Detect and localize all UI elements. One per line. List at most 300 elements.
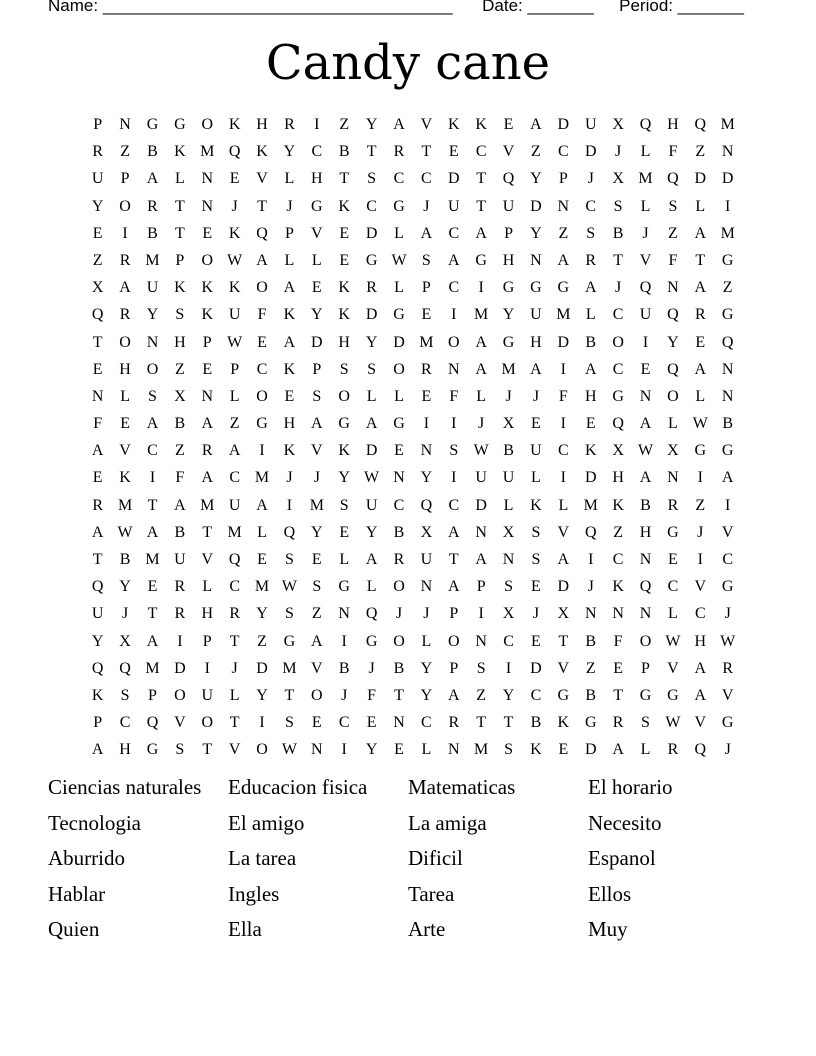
grid-letter: Q: [146, 714, 159, 732]
grid-letter: S: [449, 442, 459, 460]
grid-letter: P: [449, 659, 459, 677]
grid-letter: V: [667, 659, 679, 677]
grid-letter: Q: [256, 224, 268, 242]
grid-letter: E: [229, 170, 240, 188]
grid-letter: E: [366, 714, 377, 732]
grid-letter: J: [724, 741, 731, 759]
grid-letter: P: [504, 224, 513, 242]
grid-letter: D: [584, 143, 597, 161]
grid-letter: G: [256, 415, 268, 433]
grid-letter: Y: [256, 686, 268, 704]
grid-letter: J: [532, 605, 540, 623]
grid-letter: C: [612, 306, 624, 324]
grid-letter: Q: [584, 523, 597, 541]
grid-letter: C: [530, 686, 542, 704]
grid-letter: B: [722, 415, 734, 433]
grid-letter: F: [668, 251, 678, 269]
grid-letter: A: [584, 279, 597, 297]
word-list-item: Ellos: [588, 881, 632, 906]
grid-letter: P: [421, 279, 431, 297]
grid-letter: C: [393, 170, 405, 188]
grid-letter: O: [256, 279, 268, 297]
grid-letter: A: [201, 415, 214, 433]
grid-letter: G: [338, 578, 350, 596]
grid-row: [84, 383, 744, 410]
grid-letter: O: [201, 116, 214, 133]
grid-letter: W: [692, 415, 708, 433]
grid-letter: J: [341, 686, 348, 704]
grid-letter: G: [365, 251, 378, 269]
grid-letter: T: [695, 251, 706, 269]
grid-letter: X: [557, 605, 570, 623]
grid-letter: T: [476, 714, 487, 732]
grid-letter: G: [639, 686, 652, 704]
grid-letter: C: [393, 496, 405, 514]
grid-letter: K: [228, 279, 241, 297]
grid-letter: K: [338, 279, 350, 297]
grid-letter: D: [694, 170, 707, 188]
grid-letter: R: [147, 197, 158, 215]
grid-letter: E: [92, 360, 103, 378]
grid-letter: S: [339, 496, 349, 514]
grid-letter: X: [174, 387, 186, 405]
grid-letter: A: [694, 224, 707, 242]
grid-letter: C: [612, 551, 624, 568]
grid-letter: H: [612, 469, 624, 487]
grid-letter: L: [257, 523, 267, 541]
grid-letter: K: [612, 578, 624, 596]
grid-letter: N: [667, 279, 679, 297]
grid-letter: Q: [667, 360, 679, 378]
word-list-item: Tarea: [408, 881, 455, 906]
grid-letter: E: [421, 387, 432, 405]
grid-letter: O: [639, 632, 652, 650]
grid-letter: C: [119, 714, 131, 732]
grid-letter: Y: [502, 306, 515, 324]
grid-letter: Q: [228, 143, 241, 161]
grid-letter: M: [145, 551, 160, 568]
grid-letter: Q: [91, 578, 104, 596]
grid-letter: T: [202, 741, 213, 759]
grid-letter: Z: [311, 605, 322, 623]
grid-letter: P: [175, 251, 185, 269]
grid-letter: C: [229, 469, 240, 487]
grid-row: [84, 220, 744, 247]
grid-letter: A: [475, 360, 487, 378]
grid-letter: T: [202, 523, 213, 541]
grid-letter: O: [201, 251, 214, 269]
grid-letter: B: [119, 551, 131, 568]
grid-letter: Y: [283, 143, 296, 161]
grid-letter: A: [365, 551, 378, 568]
grid-letter: I: [204, 659, 210, 677]
grid-letter: O: [393, 578, 405, 596]
grid-letter: M: [556, 306, 571, 324]
grid-letter: Z: [92, 251, 103, 269]
grid-letter: W: [227, 333, 243, 351]
grid-letter: T: [284, 686, 295, 704]
grid-letter: Z: [174, 360, 185, 378]
grid-letter: W: [720, 632, 736, 650]
grid-letter: Y: [365, 741, 378, 759]
grid-letter: L: [284, 170, 295, 188]
grid-letter: A: [475, 551, 487, 568]
grid-letter: M: [200, 496, 215, 514]
grid-letter: L: [640, 741, 651, 759]
grid-letter: W: [117, 523, 133, 541]
grid-letter: D: [365, 224, 378, 242]
grid-letter: F: [257, 306, 267, 324]
grid-letter: Y: [667, 333, 679, 351]
word-list: [48, 775, 768, 943]
grid-letter: G: [721, 714, 734, 732]
grid-letter: R: [366, 279, 377, 297]
grid-letter: M: [254, 469, 270, 487]
grid-letter: U: [201, 686, 214, 704]
grid-letter: A: [365, 415, 378, 433]
grid-letter: N: [201, 387, 214, 405]
grid-letter: M: [145, 659, 160, 677]
grid-letter: L: [558, 496, 569, 514]
grid-letter: M: [309, 496, 324, 514]
grid-letter: H: [639, 523, 652, 541]
grid-letter: O: [393, 632, 405, 650]
grid-letter: X: [502, 415, 515, 433]
grid-letter: S: [613, 197, 623, 215]
word-list-item: Matematicas: [408, 775, 516, 799]
grid-letter: Z: [339, 116, 350, 133]
grid-letter: A: [447, 523, 460, 541]
grid-letter: A: [584, 360, 597, 378]
word-list-item: Ingles: [228, 881, 280, 906]
grid-letter: S: [175, 741, 185, 759]
grid-letter: A: [694, 360, 707, 378]
grid-letter: K: [119, 469, 131, 487]
grid-letter: S: [339, 360, 349, 378]
grid-letter: E: [311, 279, 322, 297]
grid-letter: I: [505, 659, 512, 677]
grid-letter: K: [283, 360, 296, 378]
grid-letter: H: [311, 170, 323, 188]
grid-letter: R: [284, 116, 295, 133]
grid-letter: E: [421, 306, 432, 324]
grid-letter: Y: [91, 197, 104, 215]
grid-letter: L: [695, 387, 706, 405]
grid-letter: V: [502, 143, 515, 161]
grid-letter: A: [447, 578, 460, 596]
grid-letter: A: [694, 686, 707, 704]
grid-letter: U: [530, 306, 542, 324]
grid-letter: J: [697, 523, 704, 541]
grid-letter: Q: [119, 659, 131, 677]
grid-letter: K: [228, 224, 241, 242]
grid-letter: E: [311, 714, 322, 732]
grid-letter: B: [174, 523, 186, 541]
grid-letter: P: [93, 116, 103, 133]
grid-letter: A: [612, 741, 624, 759]
grid-letter: R: [722, 659, 734, 677]
grid-letter: A: [420, 224, 433, 242]
grid-letter: A: [256, 251, 268, 269]
grid-letter: I: [478, 605, 484, 623]
grid-letter: A: [146, 632, 159, 650]
grid-letter: Z: [722, 279, 733, 297]
grid-letter: Y: [146, 306, 159, 324]
grid-letter: K: [584, 442, 597, 460]
grid-letter: C: [448, 279, 460, 297]
grid-letter: Q: [365, 605, 378, 623]
grid-letter: B: [393, 523, 405, 541]
grid-letter: H: [530, 333, 542, 351]
grid-letter: N: [311, 741, 323, 759]
grid-letter: E: [120, 415, 130, 433]
grid-letter: Q: [228, 551, 241, 568]
grid-letter: Q: [283, 523, 296, 541]
grid-letter: L: [311, 251, 322, 269]
grid-letter: Z: [695, 496, 706, 514]
grid-letter: F: [668, 143, 678, 161]
grid-letter: Y: [311, 306, 323, 324]
grid-letter: L: [394, 279, 404, 297]
grid-letter: W: [473, 442, 489, 460]
grid-letter: V: [694, 714, 707, 732]
grid-letter: U: [228, 496, 241, 514]
grid-letter: L: [394, 224, 404, 242]
grid-letter: B: [338, 143, 350, 161]
grid-letter: P: [449, 605, 459, 623]
grid-letter: I: [341, 741, 347, 759]
grid-letter: B: [503, 442, 514, 460]
grid-letter: B: [640, 496, 651, 514]
grid-letter: R: [174, 578, 186, 596]
grid-letter: S: [367, 170, 377, 188]
grid-row: [84, 682, 744, 709]
grid-row: [84, 247, 744, 274]
grid-letter: G: [393, 415, 405, 433]
grid-letter: G: [667, 686, 679, 704]
grid-letter: Q: [694, 741, 707, 759]
grid-letter: R: [448, 714, 460, 732]
grid-letter: E: [695, 333, 706, 351]
grid-letter: V: [311, 659, 323, 677]
grid-letter: P: [558, 170, 568, 188]
grid-letter: O: [201, 714, 214, 732]
grid-letter: V: [721, 523, 734, 541]
grid-letter: D: [311, 333, 323, 351]
grid-letter: V: [639, 251, 652, 269]
grid-letter: T: [92, 551, 103, 568]
grid-row: [84, 655, 744, 682]
grid-letter: Q: [721, 333, 734, 351]
name-blank: _____________________________________: [102, 0, 453, 15]
grid-letter: T: [92, 333, 103, 351]
word-list-item: Hablar: [48, 881, 106, 906]
grid-letter: X: [502, 523, 515, 541]
grid-letter: M: [474, 741, 489, 759]
grid-letter: C: [585, 197, 597, 215]
grid-letter: C: [421, 170, 432, 188]
grid-letter: W: [364, 469, 380, 487]
grid-letter: O: [146, 360, 159, 378]
grid-letter: T: [257, 197, 267, 215]
grid-letter: D: [584, 741, 597, 759]
grid-letter: S: [120, 686, 130, 704]
grid-letter: C: [421, 714, 432, 732]
grid-letter: M: [474, 306, 489, 324]
grid-letter: N: [338, 605, 350, 623]
grid-letter: C: [558, 442, 569, 460]
grid-letter: C: [667, 578, 679, 596]
grid-letter: U: [365, 496, 378, 514]
grid-letter: S: [531, 551, 541, 568]
grid-letter: V: [201, 551, 214, 568]
grid-letter: H: [584, 387, 597, 405]
grid-letter: N: [201, 170, 214, 188]
grid-row: [84, 600, 744, 627]
grid-letter: A: [639, 469, 652, 487]
grid-letter: A: [256, 496, 268, 514]
grid-letter: Z: [613, 523, 623, 541]
grid-letter: R: [119, 306, 131, 324]
grid-letter: C: [503, 632, 514, 650]
grid-letter: D: [557, 116, 570, 133]
grid-letter: C: [311, 143, 323, 161]
grid-letter: I: [259, 714, 265, 732]
grid-letter: Y: [119, 578, 131, 596]
grid-letter: I: [642, 333, 649, 351]
grid-letter: N: [530, 251, 542, 269]
grid-letter: J: [395, 605, 403, 623]
grid-letter: L: [668, 605, 678, 623]
grid-row: [84, 546, 744, 573]
grid-letter: Y: [338, 469, 350, 487]
grid-letter: N: [393, 714, 405, 732]
grid-letter: L: [640, 197, 651, 215]
grid-letter: S: [504, 741, 513, 759]
grid-letter: V: [721, 686, 734, 704]
grid-letter: R: [119, 251, 131, 269]
grid-letter: D: [530, 197, 542, 215]
grid-letter: L: [202, 578, 213, 596]
grid-letter: W: [637, 442, 654, 460]
grid-letter: T: [613, 251, 623, 269]
grid-letter: A: [447, 686, 460, 704]
grid-letter: E: [668, 551, 678, 568]
grid-letter: G: [721, 251, 734, 269]
grid-letter: A: [393, 116, 405, 133]
grid-letter: N: [667, 469, 679, 487]
grid-letter: A: [694, 279, 707, 297]
grid-letter: P: [120, 170, 130, 188]
grid-letter: B: [338, 659, 350, 677]
grid-letter: I: [423, 415, 430, 433]
word-list-item: Educacion fisica: [228, 775, 368, 799]
grid-letter: V: [256, 170, 268, 188]
grid-letter: S: [476, 659, 486, 677]
date-blank: _______: [527, 0, 594, 15]
grid-letter: Q: [639, 279, 652, 297]
grid-letter: E: [92, 469, 103, 487]
grid-letter: S: [367, 360, 377, 378]
grid-letter: S: [148, 387, 157, 405]
grid-letter: M: [227, 523, 242, 541]
grid-letter: Z: [174, 442, 185, 460]
grid-letter: U: [447, 197, 460, 215]
grid-letter: B: [612, 224, 624, 242]
grid-letter: V: [557, 659, 570, 677]
grid-letter: M: [638, 170, 653, 188]
grid-letter: I: [560, 469, 566, 487]
grid-letter: T: [229, 714, 240, 732]
grid-row: [84, 492, 744, 519]
grid-letter: T: [558, 632, 569, 650]
grid-letter: G: [721, 578, 734, 596]
grid-row: [84, 628, 744, 655]
grid-letter: T: [394, 686, 404, 704]
grid-letter: L: [695, 197, 706, 215]
grid-letter: G: [283, 632, 296, 650]
grid-letter: T: [229, 632, 240, 650]
grid-letter: W: [665, 714, 681, 732]
grid-letter: C: [448, 224, 460, 242]
grid-letter: M: [282, 659, 297, 677]
grid-letter: I: [149, 469, 156, 487]
grid-letter: V: [174, 714, 186, 732]
grid-letter: J: [313, 469, 320, 487]
grid-letter: A: [283, 279, 296, 297]
grid-letter: G: [338, 415, 350, 433]
grid-letter: D: [530, 659, 542, 677]
grid-letter: R: [667, 741, 679, 759]
grid-letter: K: [447, 116, 460, 133]
grid-letter: L: [120, 387, 130, 405]
grid-letter: L: [476, 387, 487, 405]
word-list-item: Dificil: [408, 846, 463, 871]
grid-letter: J: [532, 387, 540, 405]
grid-letter: K: [557, 714, 570, 732]
grid-letter: A: [694, 659, 707, 677]
grid-letter: N: [639, 551, 652, 568]
grid-letter: C: [338, 714, 350, 732]
grid-letter: S: [586, 224, 596, 242]
grid-row: [84, 356, 744, 383]
grid-letter: Q: [639, 116, 652, 133]
grid-letter: L: [421, 632, 432, 650]
grid-letter: G: [721, 442, 734, 460]
grid-letter: I: [588, 551, 594, 568]
word-list-item: Aburrido: [48, 846, 125, 871]
grid-letter: F: [449, 387, 459, 405]
grid-letter: J: [231, 197, 238, 215]
grid-letter: M: [254, 578, 270, 596]
grid-letter: E: [339, 523, 350, 541]
grid-letter: D: [721, 170, 734, 188]
grid-letter: T: [147, 605, 158, 623]
grid-letter: K: [256, 143, 268, 161]
grid-letter: E: [257, 551, 267, 568]
grid-letter: E: [394, 442, 404, 460]
grid-letter: S: [312, 387, 322, 405]
grid-letter: K: [338, 306, 350, 324]
grid-letter: Y: [91, 632, 104, 650]
grid-letter: R: [612, 714, 624, 732]
grid-letter: P: [202, 333, 212, 351]
grid-letter: Z: [229, 415, 240, 433]
grid-letter: Y: [420, 659, 433, 677]
grid-letter: S: [175, 306, 185, 324]
grid-letter: U: [530, 442, 542, 460]
grid-letter: G: [311, 197, 323, 215]
